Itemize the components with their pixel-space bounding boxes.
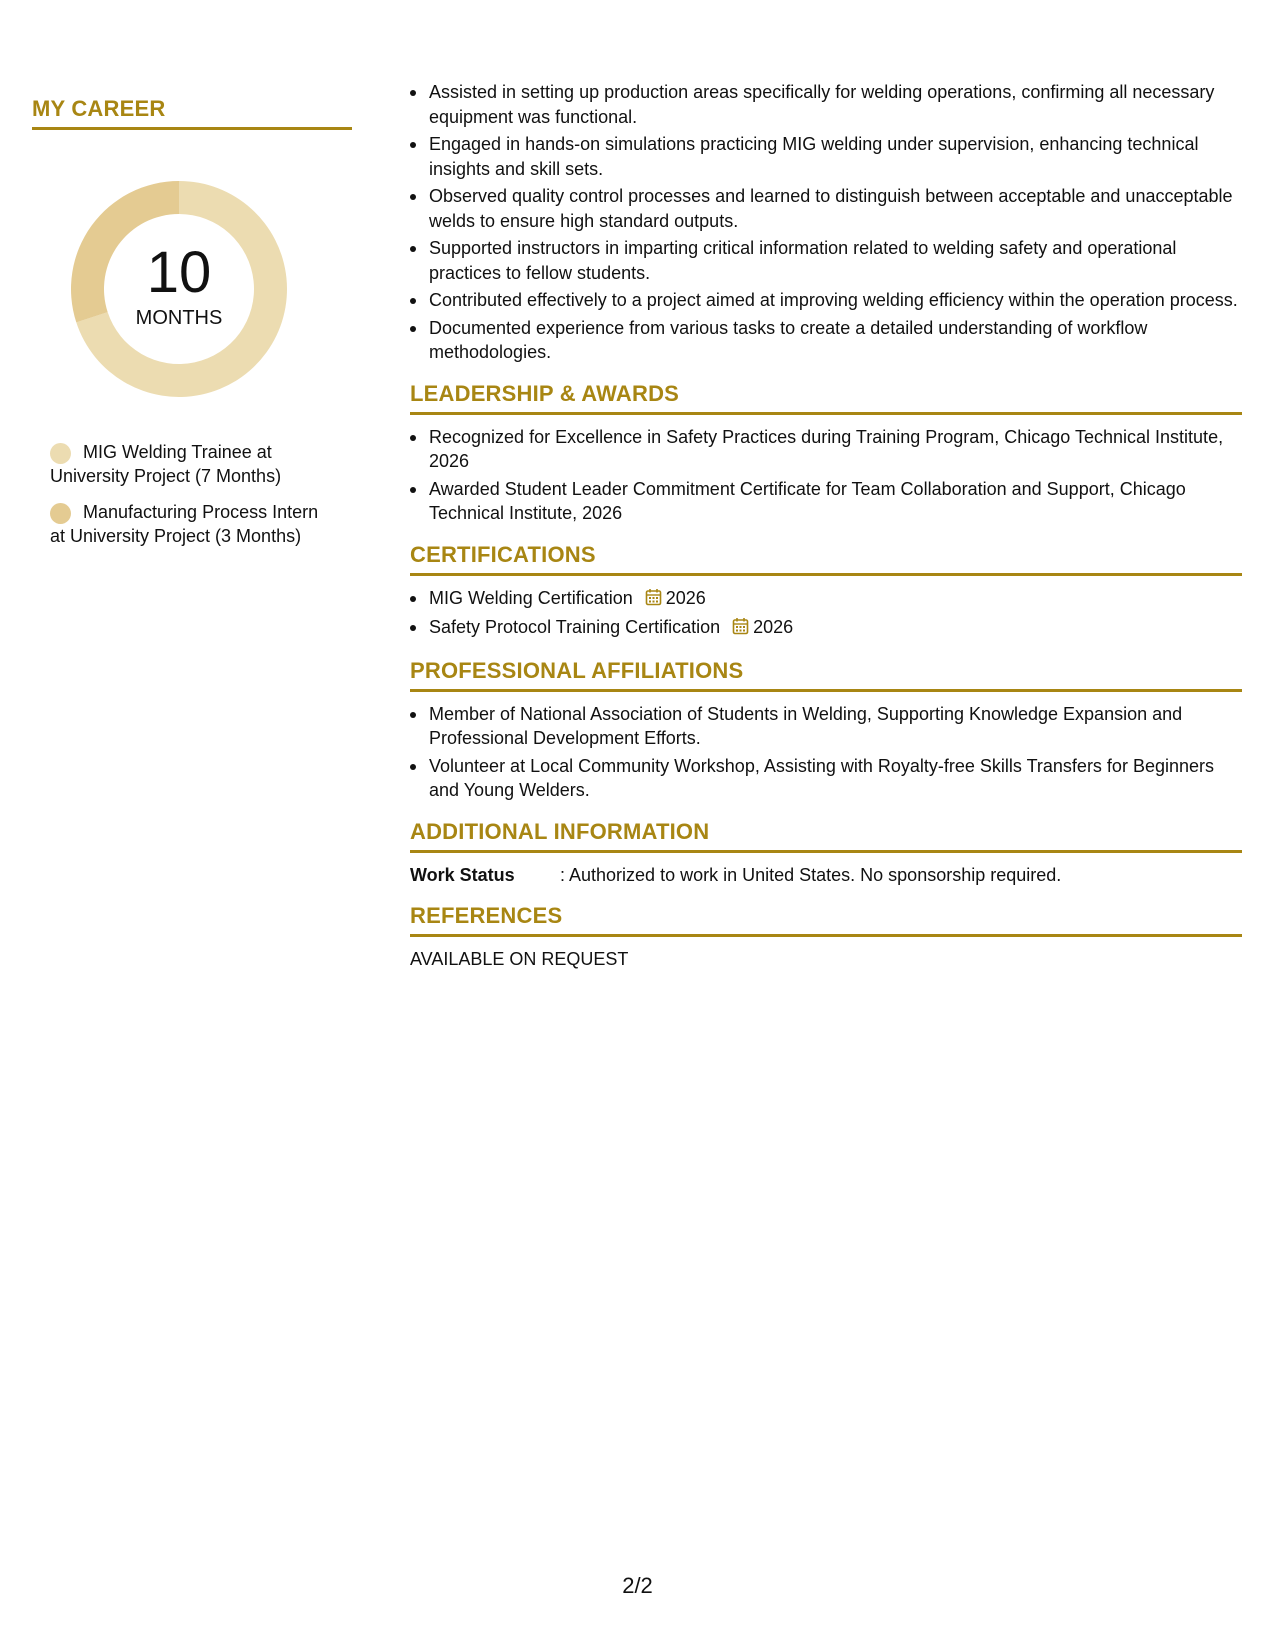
experience-bullets [410, 80, 1242, 365]
page-number: 2/2 [622, 1573, 653, 1598]
additional-info-title: ADDITIONAL INFORMATION [410, 819, 1242, 853]
list-item: Observed quality control processes and learned to distinguish between acceptable and unacceptable welds to ensure high standard outputs. [410, 184, 1242, 233]
references-text: AVAILABLE ON REQUEST [410, 948, 629, 969]
cert-year: 2026 [665, 587, 706, 608]
legend-dot [50, 503, 71, 524]
list-item: Volunteer at Local Community Workshop, Assisting with Royalty-free Skills Transfers for Beginners and Young Welders. [410, 754, 1242, 803]
legend-item [50, 500, 320, 548]
list-item: Recognized for Excellence in Safety Practices during Training Program, Chicago Technical Institute, 2026 [410, 425, 1242, 474]
certifications-title: CERTIFICATIONS [410, 542, 1242, 576]
list-item: Awarded Student Leader Commitment Certificate for Team Collaboration and Support, Chicago Technical Institute, 2026 [410, 477, 1242, 526]
career-donut-chart [64, 174, 294, 404]
list-item: Member of National Association of Students in Welding, Supporting Knowledge Expansion and Professional Development Efforts. [410, 702, 1242, 751]
list-item: Contributed effectively to a project aimed at improving welding efficiency within the operation process. [410, 288, 1242, 313]
cert-year: 2026 [753, 617, 794, 637]
list-item [410, 586, 1242, 613]
list-item: Documented experience from various tasks to create a detailed understanding of workflow methodologies. [410, 316, 1242, 365]
work-status-row [410, 863, 1242, 887]
legend-label: Manufacturing Process Intern at University Project (3 Months) [50, 502, 319, 546]
career-total-unit: MONTHS [135, 307, 223, 329]
calendar-icon [645, 588, 662, 613]
affiliations-section [410, 658, 1242, 803]
references-title: REFERENCES [410, 903, 1242, 937]
leadership-title: LEADERSHIP & AWARDS [410, 381, 1242, 415]
legend-dot [50, 443, 71, 464]
legend-item [50, 440, 320, 488]
calendar-icon [732, 617, 749, 642]
cert-name: Safety Protocol Training Certification [429, 617, 721, 637]
legend-label: MIG Welding Trainee at University Project (7 Months) [50, 442, 282, 486]
list-item: Engaged in hands-on simulations practicing MIG welding under supervision, enhancing technical insights and skill sets. [410, 132, 1242, 181]
work-status-label: Work Status [410, 864, 515, 885]
career-sidebar [32, 96, 352, 560]
list-item: Supported instructors in imparting critical information related to welding safety and operational practices to fellow students. [410, 236, 1242, 285]
career-total-number: 10 [146, 240, 212, 305]
work-status-value: : Authorized to work in United States. No sponsorship required. [560, 864, 1062, 885]
list-item: Assisted in setting up production areas specifically for welding operations, confirming all necessary equipment was functional. [410, 80, 1242, 129]
affiliations-title: PROFESSIONAL AFFILIATIONS [410, 658, 1242, 692]
main-content [410, 80, 1242, 971]
cert-name: MIG Welding Certification [429, 587, 633, 608]
references-section [410, 903, 1242, 971]
career-legend [50, 440, 320, 548]
career-title: MY CAREER [32, 96, 352, 130]
certifications-section [410, 542, 1242, 642]
additional-info-section [410, 819, 1242, 887]
list-item [410, 615, 1242, 642]
leadership-section [410, 381, 1242, 526]
